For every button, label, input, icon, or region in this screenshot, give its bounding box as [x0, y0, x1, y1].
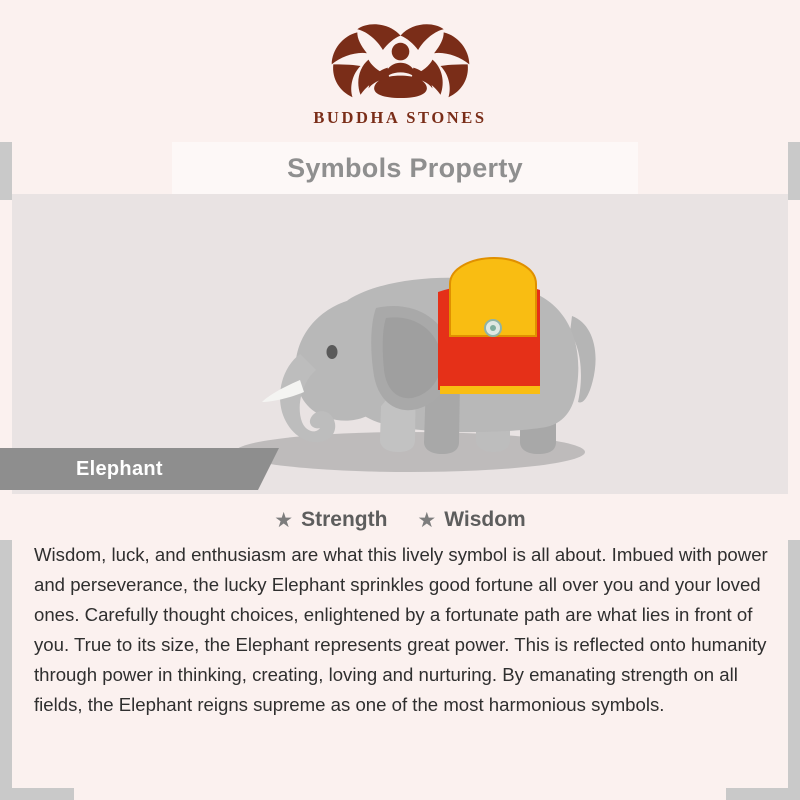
star-icon: ★: [417, 508, 437, 532]
decor-bar-right-lower: [788, 540, 800, 800]
elephant-illustration: [120, 204, 680, 484]
decor-bar-left-lower: [0, 540, 12, 800]
tag-notch: [258, 448, 279, 490]
symbol-description: Wisdom, luck, and enthusiasm are what this lively symbol is all about. Imbued with power and perseverance, the lucky Elephant sprinkles good fortune all over you and your loved ones. Carefully thought choices, enlightened by a fortunate path are what lies in front of you. True to its size, the Elephant represents great power. This is reflected onto humanity through power in thinking, creating, loving and nurturing. By emanating strength on all fields, the Elephant reigns supreme as one of the most harmonious symbols.: [34, 544, 768, 715]
traits-row: [0, 508, 800, 532]
trait-label-wisdom: Wisdom: [444, 508, 526, 531]
trait-wisdom: [417, 508, 525, 532]
trait-label-strength: Strength: [301, 508, 388, 531]
brand-header: [0, 0, 800, 142]
symbol-label-text: Elephant: [76, 457, 163, 480]
trait-strength: [274, 508, 387, 532]
brand-name: BUDDHA STONES: [313, 108, 487, 127]
page-title: [172, 142, 638, 194]
decor-bar-bottom-right: [726, 788, 800, 800]
lotus-meditation-figure-icon: [318, 18, 483, 106]
star-icon: ★: [274, 508, 294, 532]
symbol-label-tag: [0, 448, 258, 490]
page-title-text: Symbols Property: [287, 152, 523, 183]
decor-bar-bottom-left: [0, 788, 74, 800]
